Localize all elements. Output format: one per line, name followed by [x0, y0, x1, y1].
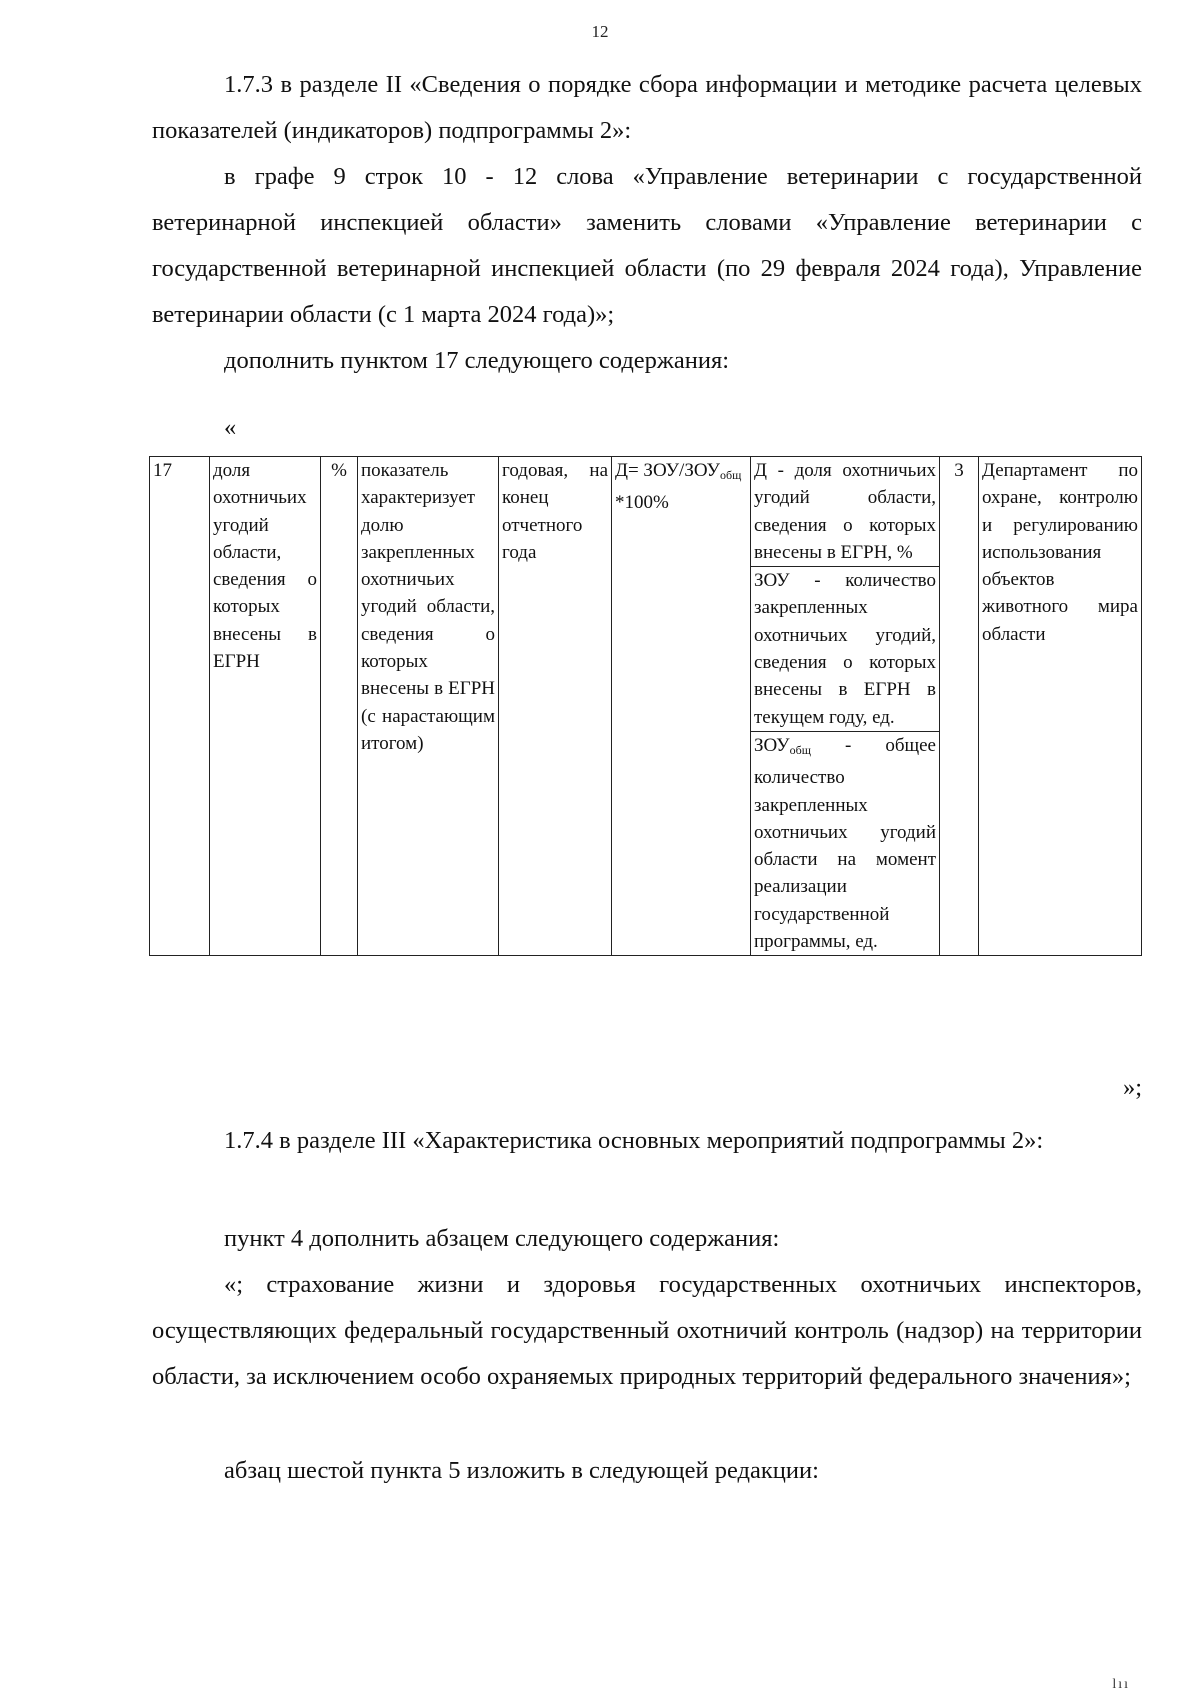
page-number: 12 — [591, 22, 609, 41]
formula-main: Д= ЗОУ/ЗОУ — [615, 460, 720, 481]
cell-indicator-name: доля охотничьих угодий области, сведения о которых внесены в ЕГРН — [210, 457, 321, 956]
cell-unit: % — [321, 457, 358, 956]
paragraph-1-7-3 — [152, 62, 1142, 154]
paragraph-replace-words — [152, 154, 1142, 338]
bottom-scan-mark: lıı — [1112, 1677, 1130, 1692]
cell-responsible: Департамент по охране, контролю и регулированию использования объектов животного мира области — [979, 457, 1142, 956]
paragraph-insurance — [152, 1262, 1142, 1400]
paragraph-text: пункт 4 дополнить абзацем следующего содержания: — [224, 1225, 780, 1252]
var3-main: ЗОУ — [754, 734, 790, 756]
paragraph-text: абзац шестой пункта 5 изложить в следующей редакции: — [224, 1457, 819, 1484]
variable-zou: ЗОУ - количество закрепленных охотничьих угодий, сведения о которых внесены в ЕГРН в текущем году, ед. — [751, 567, 939, 732]
cell-method: 3 — [940, 457, 979, 956]
close-quote: »; — [1122, 1074, 1142, 1101]
open-quote: « — [224, 414, 237, 441]
variable-zou-total — [751, 732, 939, 955]
paragraph-1-7-4 — [152, 1118, 1142, 1164]
cell-formula — [612, 457, 751, 956]
formula-subscript: общ — [719, 468, 742, 482]
var3-subscript: общ — [789, 742, 811, 757]
var3-tail: - общее количество закрепленных охотничьих угодий области на момент реализации государственной программы, ед. — [754, 734, 936, 953]
paragraph-text: дополнить пунктом 17 следующего содержания: — [224, 347, 730, 374]
cell-variables — [751, 457, 940, 956]
paragraph-text: «; страхование жизни и здоровья государственных охотничьих инспекторов, осуществляющих федеральный государственный охотничий контроль (надзор) на территории области, за исключением особо охраняемых природных территорий федерального значения»; — [152, 1271, 1142, 1390]
paragraph-text: 1.7.3 в разделе II «Сведения о порядке сбора информации и методике расчета целевых показателей (индикаторов) подпрограммы 2»: — [152, 71, 1142, 144]
cell-definition: показатель характеризует долю закрепленных охотничьих угодий области, сведения о которых внесены в ЕГРН (с нарастающим итогом) — [358, 457, 499, 956]
formula-tail: *100% — [615, 492, 669, 514]
table-row — [150, 457, 1142, 956]
paragraph-add-point — [152, 338, 1142, 384]
cell-periodicity: годовая, на конец отчетного года — [499, 457, 612, 956]
paragraph-point-4 — [152, 1216, 1142, 1262]
paragraph-point-5 — [152, 1448, 1142, 1494]
paragraph-text: 1.7.4 в разделе III «Характеристика основных мероприятий подпрограммы 2»: — [224, 1127, 1044, 1154]
paragraph-text: в графе 9 строк 10 - 12 слова «Управление ветеринарии с государственной ветеринарной инспекцией области» заменить словами «Управление ветеринарии с государственной ветеринарной инспекцией области (по 29 февраля 2024 года), Управление ветеринарии области (с 1 марта 2024 года)»; — [152, 163, 1142, 328]
variable-d: Д - доля охотничьих угодий области, сведения о которых внесены в ЕГРН, % — [751, 457, 939, 567]
indicator-table — [149, 456, 1142, 956]
cell-number: 17 — [150, 457, 210, 956]
